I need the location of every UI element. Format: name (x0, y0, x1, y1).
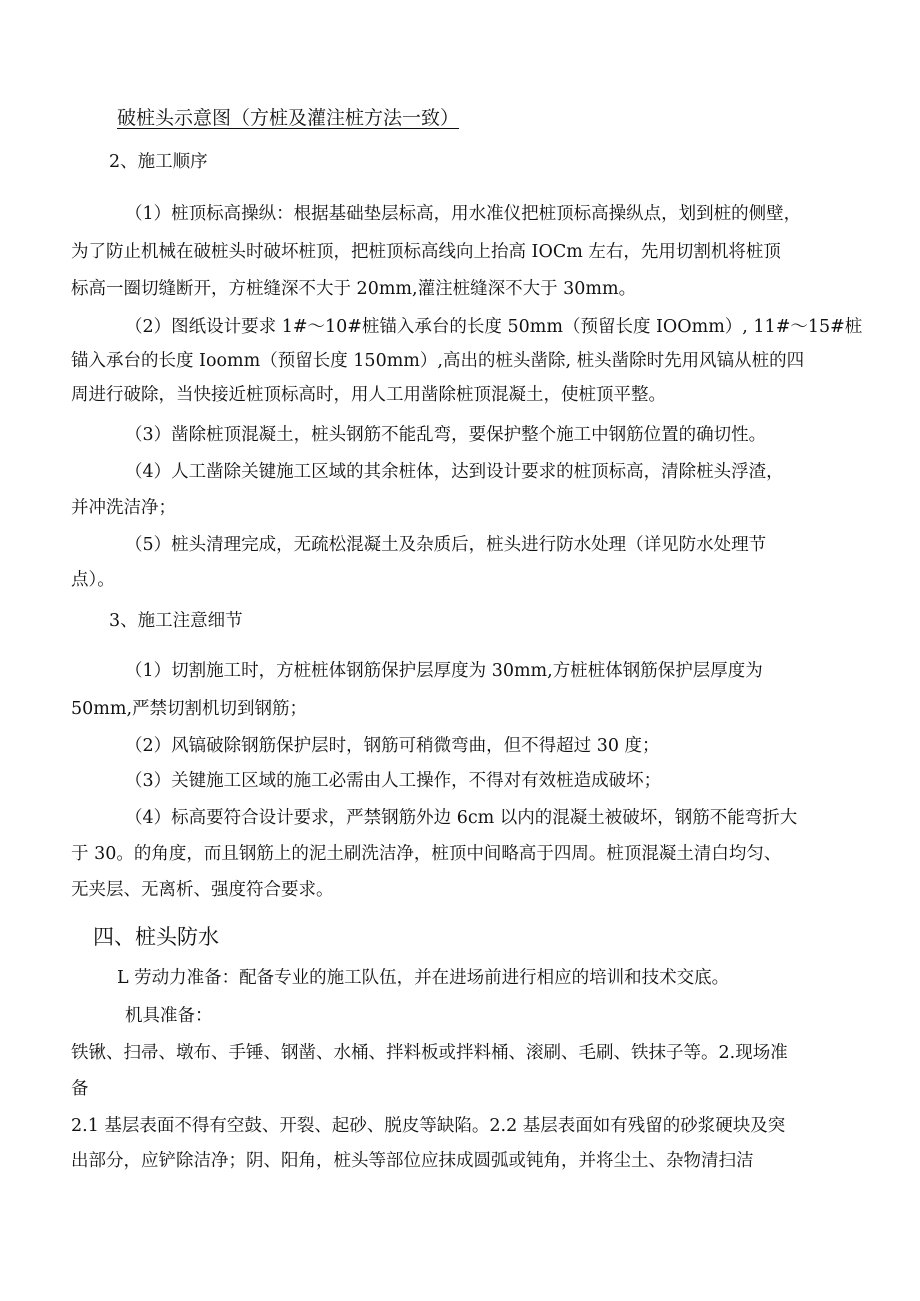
figure-caption: 破桩头示意图（方桩及灌注桩方法一致） (117, 107, 460, 129)
paragraph-line: （1）桩顶标高操纵：根据基础垫层标高，用水准仪把桩顶标高操纵点，划到桩的侧壁， (125, 204, 802, 224)
section-heading-construction-notes: 3、施工注意细节 (109, 611, 243, 631)
paragraph-line: （5）桩头清理完成，无疏松混凝土及杂质后，桩头进行防水处理（详见防水处理节 (125, 535, 767, 555)
paragraph-line: 机具准备： (125, 1006, 213, 1026)
paragraph-line: 2.1 基层表面不得有空鼓、开裂、起砂、脱皮等缺陷。2.2 基层表面如有残留的砂浆硬块及突 (71, 1116, 786, 1136)
paragraph-line: （4）标高要符合设计要求，严禁钢筋外边 6cm 以内的混凝土被破坏，钢筋不能弯折大 (125, 808, 798, 828)
paragraph-line: （2）风镐破除钢筋保护层时，钢筋可稍微弯曲，但不得超过 30 度； (125, 736, 660, 756)
section-heading-pile-head-waterproofing: 四、桩头防水 (93, 925, 219, 949)
paragraph-line: 并冲洗洁净； (71, 498, 176, 518)
paragraph-line: 周进行破除，当快接近桩顶标高时，用人工用凿除桩顶混凝土，使桩顶平整。 (71, 385, 666, 405)
section-heading-construction-order: 2、施工顺序 (109, 152, 208, 172)
paragraph-line: 50mm,严禁切割机切到钢筋； (71, 699, 308, 719)
paragraph-line: （3）凿除桩顶混凝土，桩头钢筋不能乱弯，要保护整个施工中钢筋位置的确切性。 (125, 425, 767, 445)
paragraph-line: 点）。 (71, 570, 115, 590)
paragraph-line: 备 (71, 1079, 89, 1099)
paragraph-line: 铁锹、扫帚、墩布、手锤、钢凿、水桶、拌料板或拌料桶、滚刷、毛刷、铁抹子等。2.现场准 (71, 1043, 788, 1063)
paragraph-line: （1）切割施工时，方桩桩体钢筋保护层厚度为 30mm,方桩桩体钢筋保护层厚度为 (125, 661, 763, 681)
paragraph-line: 标高一圈切缝断开，方桩缝深不大于 20mm,灌注桩缝深不大于 30mm。 (71, 279, 637, 299)
paragraph-line: 无夹层、无离析、强度符合要求。 (71, 880, 334, 900)
paragraph-line: 锚入承台的长度 Ioomm（预留长度 150mm）,高出的桩头凿除, 桩头凿除时先用风镐从桩的四 (71, 351, 805, 371)
paragraph-line: （2）图纸设计要求 1#～10#桩锚入承台的长度 50mm（预留长度 IOOmm）, 11#～15#桩 (125, 317, 863, 337)
paragraph-line: L 劳动力准备：配备专业的施工队伍，并在进场前进行相应的培训和技术交底。 (117, 968, 730, 988)
paragraph-line: 为了防止机械在破桩头时破坏桩顶，把桩顶标高线向上抬高 IOCm 左右，先用切割机将桩顶 (71, 242, 781, 262)
paragraph-line: （3）关键施工区域的施工必需由人工操作，不得对有效桩造成破坏； (125, 771, 662, 791)
paragraph-line: （4）人工凿除关键施工区域的其余桩体，达到设计要求的桩顶标高，清除桩头浮渣， (125, 462, 784, 482)
paragraph-line: 于 30。的角度，而且钢筋上的泥土刷洗洁净，桩顶中间略高于四周。桩顶混凝土清白均匀、 (71, 844, 782, 864)
paragraph-line: 出部分，应铲除洁净；阴、阳角，桩头等部位应抹成圆弧或钝角，并将尘土、杂物清扫洁 (71, 1151, 754, 1171)
